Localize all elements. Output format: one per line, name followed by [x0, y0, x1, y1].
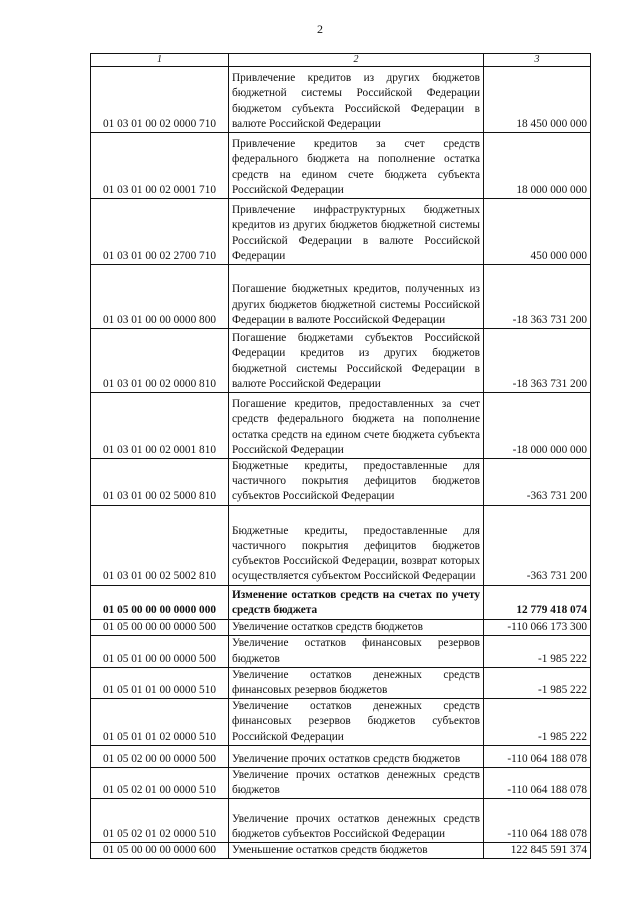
row-description: Погашение бюджетами субъектов Российской Федерации кредитов из других бюджетов бюджетной системы Российской Федерации в валюте Российской Федерации	[229, 329, 484, 393]
table-row	[91, 767, 591, 798]
budget-classification-code: 01 05 00 00 00 0000 000	[91, 585, 229, 619]
budget-classification-code: 01 05 02 01 00 0000 510	[91, 767, 229, 798]
row-amount: -1 985 222	[484, 699, 591, 746]
row-amount: -18 363 731 200	[484, 265, 591, 329]
row-amount: -1 985 222	[484, 667, 591, 698]
row-amount: 18 450 000 000	[484, 67, 591, 133]
table-row	[91, 619, 591, 635]
row-amount: -110 064 188 078	[484, 767, 591, 798]
budget-classification-code: 01 05 02 01 02 0000 510	[91, 799, 229, 843]
page-number: 2	[317, 22, 323, 36]
table-row	[91, 265, 591, 329]
row-description: Бюджетные кредиты, предоставленные для частичного покрытия дефицитов бюджетов субъектов Российской Федерации, возврат которых осуществляется субъектом Российской Федерации	[229, 505, 484, 585]
column-header-code: 1	[91, 54, 229, 67]
table-row	[91, 505, 591, 585]
row-amount: -110 066 173 300	[484, 619, 591, 635]
row-amount: -18 000 000 000	[484, 393, 591, 459]
row-amount: 12 779 418 074	[484, 585, 591, 619]
table-row	[91, 199, 591, 265]
budget-classification-code: 01 03 01 00 02 0000 710	[91, 67, 229, 133]
table-row	[91, 635, 591, 667]
budget-classification-code: 01 05 01 01 02 0000 510	[91, 699, 229, 746]
budget-classification-code: 01 05 01 00 00 0000 500	[91, 635, 229, 667]
row-description: Увеличение остатков денежных средств финансовых резервов бюджетов	[229, 667, 484, 698]
table-header-row	[91, 54, 591, 67]
row-description: Привлечение кредитов из других бюджетов бюджетной системы Российской Федерации бюджетом субъекта Российской Федерации в валюте Российской Федерации	[229, 67, 484, 133]
row-amount: -1 985 222	[484, 635, 591, 667]
table-row	[91, 667, 591, 698]
table-row	[91, 699, 591, 746]
table-row	[91, 745, 591, 767]
table-row	[91, 585, 591, 619]
row-amount: 18 000 000 000	[484, 133, 591, 199]
budget-classification-code: 01 03 01 00 02 2700 710	[91, 199, 229, 265]
row-description: Увеличение прочих остатков денежных средств бюджетов субъектов Российской Федерации	[229, 799, 484, 843]
budget-classification-code: 01 05 01 01 00 0000 510	[91, 667, 229, 698]
budget-classification-code: 01 03 01 00 00 0000 800	[91, 265, 229, 329]
row-description: Изменение остатков средств на счетах по учету средств бюджета	[229, 585, 484, 619]
budget-classification-code: 01 03 01 00 02 0000 810	[91, 329, 229, 393]
table-row	[91, 843, 591, 859]
row-description: Увеличение остатков финансовых резервов бюджетов	[229, 635, 484, 667]
table-row	[91, 459, 591, 506]
row-amount: -363 731 200	[484, 505, 591, 585]
table-row	[91, 329, 591, 393]
budget-classification-code: 01 05 00 00 00 0000 500	[91, 619, 229, 635]
budget-classification-code: 01 03 01 00 02 5000 810	[91, 459, 229, 506]
row-description: Уменьшение остатков средств бюджетов	[229, 843, 484, 859]
row-description: Привлечение кредитов за счет средств федерального бюджета на пополнение остатка средств на едином счете бюджета субъекта Российской Федерации	[229, 133, 484, 199]
row-amount: -110 064 188 078	[484, 745, 591, 767]
budget-classification-code: 01 05 02 00 00 0000 500	[91, 745, 229, 767]
budget-classification-code: 01 05 00 00 00 0000 600	[91, 843, 229, 859]
table-row	[91, 393, 591, 459]
budget-classification-code: 01 03 01 00 02 0001 810	[91, 393, 229, 459]
row-amount: -110 064 188 078	[484, 799, 591, 843]
row-description: Увеличение прочих остатков денежных средств бюджетов	[229, 767, 484, 798]
table-row	[91, 133, 591, 199]
row-description: Погашение кредитов, предоставленных за счет средств федерального бюджета на пополнение остатка средств на едином счете бюджета субъекта Российской Федерации	[229, 393, 484, 459]
table-row	[91, 67, 591, 133]
row-description: Привлечение инфраструктурных бюджетных кредитов из других бюджетов бюджетной системы Российской Федерации в валюте Российской Федерации	[229, 199, 484, 265]
row-description: Бюджетные кредиты, предоставленные для частичного покрытия дефицитов бюджетов субъектов Российской Федерации	[229, 459, 484, 506]
row-amount: 450 000 000	[484, 199, 591, 265]
column-header-description: 2	[229, 54, 484, 67]
row-description: Увеличение остатков средств бюджетов	[229, 619, 484, 635]
row-amount: -18 363 731 200	[484, 329, 591, 393]
row-description: Увеличение остатков денежных средств финансовых резервов бюджетов субъектов Российской Федерации	[229, 699, 484, 746]
column-header-amount: 3	[484, 54, 591, 67]
row-description: Увеличение прочих остатков средств бюджетов	[229, 745, 484, 767]
budget-classification-code: 01 03 01 00 02 5002 810	[91, 505, 229, 585]
row-amount: -363 731 200	[484, 459, 591, 506]
budget-classification-code: 01 03 01 00 02 0001 710	[91, 133, 229, 199]
row-description: Погашение бюджетных кредитов, полученных из других бюджетов бюджетной системы Российской Федерации в валюте Российской Федерации	[229, 265, 484, 329]
budget-sources-table	[90, 53, 591, 859]
table-row	[91, 799, 591, 843]
row-amount: 122 845 591 374	[484, 843, 591, 859]
